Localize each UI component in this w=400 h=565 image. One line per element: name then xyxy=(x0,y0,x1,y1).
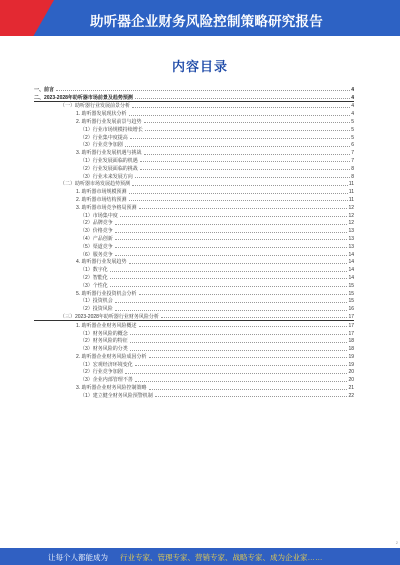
toc-entry[interactable] xyxy=(34,109,354,117)
toc-entry-text: （3）企业内部管理不善 xyxy=(80,377,133,384)
toc-entry[interactable] xyxy=(34,281,354,289)
toc-entry[interactable] xyxy=(34,321,354,329)
toc-leader-dots xyxy=(110,271,348,272)
toc-leader-dots xyxy=(130,342,348,343)
toc-entry-page: 12 xyxy=(348,212,354,219)
toc-leader-dots xyxy=(161,317,348,318)
toc-leader-dots xyxy=(139,294,348,295)
toc-entry[interactable] xyxy=(34,344,354,352)
toc-entry-page: 19 xyxy=(348,353,354,360)
toc-leader-dots xyxy=(140,169,350,170)
toc-leader-dots xyxy=(135,381,348,382)
toc-entry-page: 8 xyxy=(351,165,354,172)
toc-entry-page: 4 xyxy=(351,111,354,118)
page-number: 2 xyxy=(395,540,398,545)
page-header xyxy=(0,0,400,36)
toc-leader-dots xyxy=(110,278,348,279)
toc-entry-page: 4 xyxy=(351,103,354,110)
toc-entry[interactable] xyxy=(34,219,354,227)
toc-entry-page: 5 xyxy=(351,134,354,141)
toc-leader-dots xyxy=(130,350,348,351)
toc-entry-page: 18 xyxy=(348,346,354,353)
toc-leader-dots xyxy=(144,122,351,123)
toc-entry-text: （5）渠道竞争 xyxy=(80,243,113,250)
toc-entry-text: （4）产品创新 xyxy=(80,235,113,242)
toc-entry-text: （一）助听器行业发展前景分析 xyxy=(60,103,131,110)
toc-entry-page: 11 xyxy=(348,189,354,196)
toc-entry[interactable] xyxy=(34,180,354,188)
toc-entry-text: 2. 助听器企业财务风险成因分析 xyxy=(76,353,147,360)
toc-entry[interactable] xyxy=(34,329,354,337)
toc-leader-dots xyxy=(125,373,348,374)
toc-leader-dots xyxy=(115,247,348,248)
toc-heading: 内容目录 xyxy=(171,59,228,74)
toc-entry[interactable] xyxy=(34,234,354,242)
toc-entry[interactable] xyxy=(34,297,354,305)
toc-entry-page: 20 xyxy=(348,369,354,376)
toc-entry-text: （2）智能化 xyxy=(80,274,108,281)
toc-entry-page: 17 xyxy=(348,313,354,320)
toc-entry[interactable] xyxy=(34,117,354,125)
toc-entry[interactable] xyxy=(34,125,354,133)
toc-entry[interactable] xyxy=(34,368,354,376)
toc-entry-page: 12 xyxy=(348,220,354,227)
toc-entry-page: 22 xyxy=(348,392,354,399)
toc-entry-page: 4 xyxy=(351,86,354,93)
toc-entry[interactable] xyxy=(34,93,354,102)
toc-leader-dots xyxy=(130,138,350,139)
toc-leader-dots xyxy=(140,161,350,162)
toc-entry-page: 6 xyxy=(351,142,354,149)
toc-leader-dots xyxy=(155,396,348,397)
toc-entry[interactable] xyxy=(34,187,354,195)
toc-entry[interactable] xyxy=(34,304,354,312)
toc-entry[interactable] xyxy=(34,203,354,211)
toc-entry[interactable] xyxy=(34,352,354,360)
toc-entry-text: （2）行业竞争加剧 xyxy=(80,369,123,376)
toc-entry-text: （3）行业未来发展方向 xyxy=(80,173,133,180)
toc-leader-dots xyxy=(135,98,350,99)
toc-leader-dots xyxy=(56,90,350,91)
toc-entry-page: 17 xyxy=(348,330,354,337)
toc-entry-page: 16 xyxy=(348,306,354,313)
toc-leader-dots xyxy=(115,255,348,256)
toc-entry-page: 15 xyxy=(348,298,354,305)
toc-entry[interactable] xyxy=(34,265,354,273)
toc-entry-text: 2. 助听器行业发展前景与趋势 xyxy=(76,118,142,125)
toc-entry-text: （2）品牌竞争 xyxy=(80,220,113,227)
toc-entry-text: （1）宏观经济环境变化 xyxy=(80,361,133,368)
toc-leader-dots xyxy=(144,154,351,155)
toc-entry-page: 17 xyxy=(348,322,354,329)
toc-entry-page: 5 xyxy=(351,118,354,125)
toc-leader-dots xyxy=(149,357,348,358)
toc-entry[interactable] xyxy=(34,312,354,321)
toc-entry-page: 15 xyxy=(348,282,354,289)
toc-leader-dots xyxy=(115,302,348,303)
toc-leader-dots xyxy=(115,232,348,233)
toc-entry-text: （3）价格竞争 xyxy=(80,228,113,235)
toc-leader-dots xyxy=(149,389,348,390)
toc-leader-dots xyxy=(132,107,350,108)
toc-leader-dots xyxy=(129,115,351,116)
report-title: 助听器企业财务风险控制策略研究报告 xyxy=(90,14,323,29)
toc-leader-dots xyxy=(120,216,348,217)
toc-entry-page: 15 xyxy=(348,290,354,297)
toc-entry-text: 3. 助听器行业发展机遇与挑战 xyxy=(76,150,142,157)
toc-entry-text: （3）财务风险的分类 xyxy=(80,346,128,353)
toc-entry-page: 14 xyxy=(348,274,354,281)
toc-entry[interactable] xyxy=(34,102,354,110)
toc-entry[interactable] xyxy=(34,85,354,93)
toc-entry-text: （三）2023-2028年助听器行业财务风险分析 xyxy=(60,313,159,320)
toc-entry-page: 20 xyxy=(348,377,354,384)
toc-leader-dots xyxy=(130,334,348,335)
toc-entry[interactable] xyxy=(34,250,354,258)
toc-entry-text: （2）行业发展面临的挑战 xyxy=(80,165,138,172)
footer-roles: 行业专家、管理专家、营销专家、战略专家、成为企业家…… xyxy=(120,553,323,562)
toc-entry-text: （3）行业竞争加剧 xyxy=(80,142,123,149)
toc-entry[interactable] xyxy=(34,172,354,180)
toc-entry[interactable] xyxy=(34,195,354,203)
toc-entry-text: （1）建立健全财务风险预警机制 xyxy=(80,392,153,399)
toc-entry-text: （1）市场集中度 xyxy=(80,212,118,219)
toc-entry-text: 一、前言 xyxy=(34,86,55,93)
toc-entry-text: 2. 助听器市场结构预测 xyxy=(76,196,127,203)
toc-leader-dots xyxy=(115,310,348,311)
toc-entry[interactable] xyxy=(34,337,354,345)
toc-entry-page: 14 xyxy=(348,251,354,258)
toc-entry-text: 二、2023-2028年助听器市场前景及趋势预测 xyxy=(34,94,133,101)
toc-entry[interactable] xyxy=(34,226,354,234)
toc-entry-text: 4. 助听器行业发展趋势 xyxy=(76,259,127,266)
toc-entry-page: 21 xyxy=(348,385,354,392)
toc-leader-dots xyxy=(132,185,348,186)
toc-entry[interactable] xyxy=(34,242,354,250)
toc-entry-text: （二）助听器市场发展趋势预测 xyxy=(60,181,131,188)
table-of-contents xyxy=(34,85,354,399)
toc-entry[interactable] xyxy=(34,273,354,281)
toc-entry-text: 1. 助听器发展现状分析 xyxy=(76,111,127,118)
toc-leader-dots xyxy=(145,130,350,131)
toc-entry-text: （2）财务风险的特征 xyxy=(80,338,128,345)
toc-entry-page: 4 xyxy=(351,94,354,101)
toc-leader-dots xyxy=(139,326,348,327)
toc-entry-text: 1. 助听器市场规模预测 xyxy=(76,189,127,196)
toc-entry-page: 7 xyxy=(351,157,354,164)
toc-entry-text: 3. 助听器企业财务风险控制策略 xyxy=(76,385,147,392)
toc-entry[interactable] xyxy=(34,211,354,219)
toc-entry-text: （1）数字化 xyxy=(80,267,108,274)
footer-slogan: 让每个人都能成为 xyxy=(48,553,108,562)
toc-entry-page: 13 xyxy=(348,235,354,242)
toc-entry-text: （6）服务竞争 xyxy=(80,251,113,258)
toc-leader-dots xyxy=(115,224,348,225)
toc-entry[interactable] xyxy=(34,156,354,164)
toc-entry-page: 11 xyxy=(348,196,354,203)
toc-entry-page: 13 xyxy=(348,228,354,235)
toc-entry[interactable] xyxy=(34,258,354,266)
page-footer xyxy=(0,548,400,565)
toc-leader-dots xyxy=(139,208,348,209)
toc-entry[interactable] xyxy=(34,148,354,156)
toc-entry[interactable] xyxy=(34,360,354,368)
toc-entry-page: 8 xyxy=(351,173,354,180)
toc-entry-text: 5. 助听器行业投资机会分析 xyxy=(76,290,137,297)
toc-entry-page: 7 xyxy=(351,150,354,157)
toc-entry[interactable] xyxy=(34,375,354,383)
toc-leader-dots xyxy=(129,263,348,264)
toc-entry-text: 3. 助听器市场竞争格局预测 xyxy=(76,204,137,211)
toc-entry[interactable] xyxy=(34,133,354,141)
toc-entry-text: （1）财务风险的概念 xyxy=(80,330,128,337)
toc-leader-dots xyxy=(125,146,350,147)
toc-entry-page: 12 xyxy=(348,204,354,211)
toc-leader-dots xyxy=(135,177,350,178)
toc-entry[interactable] xyxy=(34,383,354,391)
toc-entry-page: 18 xyxy=(348,338,354,345)
toc-leader-dots xyxy=(110,286,348,287)
toc-entry-text: 1. 助听器企业财务风险概述 xyxy=(76,322,137,329)
toc-entry-text: （1）行业发展面临的机遇 xyxy=(80,157,138,164)
toc-entry-text: （1）行业市场规模持续增长 xyxy=(80,126,143,133)
toc-entry[interactable] xyxy=(34,391,354,399)
toc-entry[interactable] xyxy=(34,289,354,297)
toc-entry-text: （3）个性化 xyxy=(80,282,108,289)
toc-entry-page: 11 xyxy=(348,181,354,188)
toc-entry[interactable] xyxy=(34,141,354,149)
toc-entry-text: （2）投资风险 xyxy=(80,306,113,313)
toc-leader-dots xyxy=(135,365,348,366)
toc-entry-page: 5 xyxy=(351,126,354,133)
toc-entry[interactable] xyxy=(34,164,354,172)
toc-entry-page: 14 xyxy=(348,267,354,274)
toc-entry-text: （1）投资机会 xyxy=(80,298,113,305)
toc-leader-dots xyxy=(129,193,348,194)
toc-entry-page: 19 xyxy=(348,361,354,368)
toc-entry-text: （2）行业集中度提高 xyxy=(80,134,128,141)
toc-entry-page: 14 xyxy=(348,259,354,266)
toc-entry-page: 13 xyxy=(348,243,354,250)
toc-leader-dots xyxy=(115,239,348,240)
toc-leader-dots xyxy=(129,200,348,201)
